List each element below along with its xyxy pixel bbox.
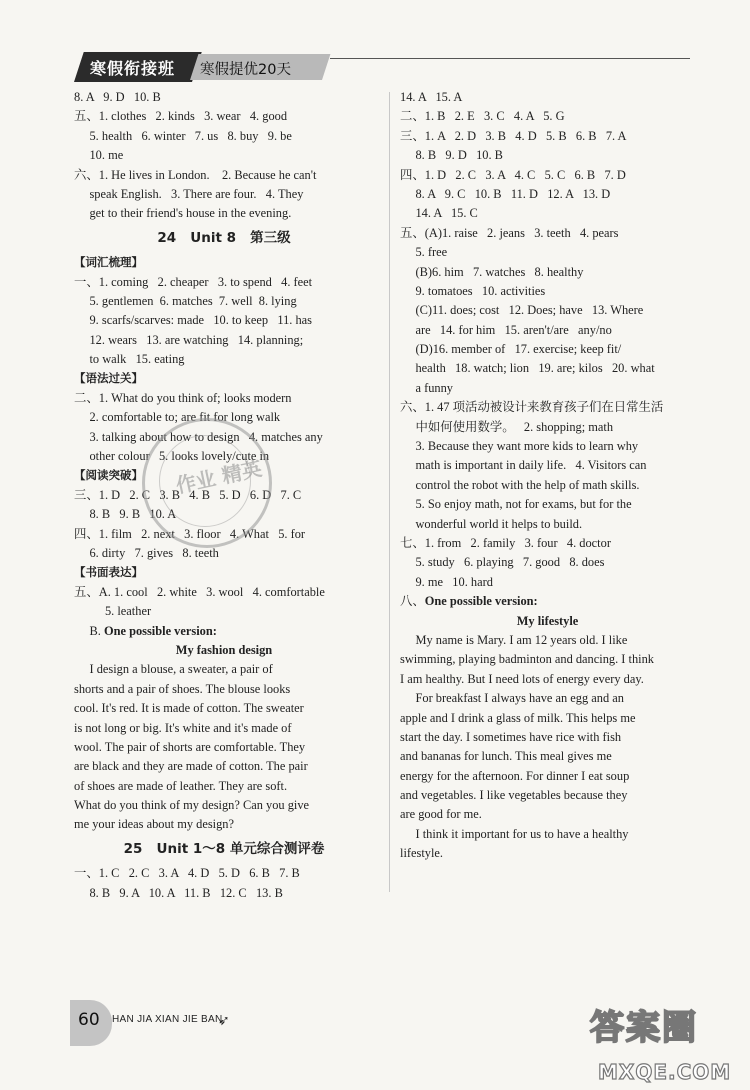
text-line: What do you think of my design? Can you give bbox=[74, 798, 310, 813]
stamp-text: 作业 精英 bbox=[173, 456, 264, 498]
text-line: is not long or big. It's white and it's made of bbox=[74, 720, 292, 735]
text-line: and vegetables. I like vegetables because they bbox=[400, 788, 628, 803]
text-line: I am healthy. But I need lots of energy every day. bbox=[400, 671, 644, 686]
unit25-heading: 25 Unit 1～8 单元综合测评卷 bbox=[123, 840, 325, 857]
essay-fashion bbox=[74, 660, 374, 835]
text-line: a funny bbox=[400, 380, 453, 395]
text-line: 五、(A)1. raise 2. jeans 3. teeth 4. pears bbox=[400, 225, 619, 240]
text-line: control the robot with the help of math skills. bbox=[400, 477, 640, 492]
unit24-heading: 24 Unit 8 第三级 bbox=[157, 229, 291, 246]
text-line: 8. B 9. B 10. A bbox=[74, 507, 177, 522]
text-line: energy for the afternoon. For dinner I eat soup bbox=[400, 768, 630, 783]
text-line: 2. comfortable to; are fit for long walk bbox=[74, 410, 281, 425]
section-writing: 【书面表达】 bbox=[74, 565, 143, 580]
header-rule bbox=[330, 58, 690, 59]
text-line: health 18. watch; lion 19. are; kilos 20. what bbox=[400, 361, 655, 376]
text-line: wool. The pair of shorts are comfortable. They bbox=[74, 739, 306, 754]
text-line: (D)16. member of 17. exercise; keep fit/ bbox=[400, 342, 622, 357]
text-line: 14. A 15. A bbox=[400, 90, 463, 104]
text-line: 三、1. A 2. D 3. B 4. D 5. B 6. B 7. A bbox=[400, 128, 627, 143]
text-line: 6. dirty 7. gives 8. teeth bbox=[74, 546, 219, 560]
text-line: 10. me bbox=[74, 148, 124, 163]
text-line: 二、1. B 2. E 3. C 4. A 5. G bbox=[400, 109, 565, 124]
text-line: 14. A 15. C bbox=[400, 206, 478, 221]
section-vocabulary: 【词汇梳理】 bbox=[74, 255, 143, 270]
text-line: speak English. 3. There are four. 4. They bbox=[74, 186, 304, 201]
text-line: 5. health 6. winter 7. us 8. buy 9. be bbox=[74, 128, 292, 143]
text-line: 5. gentlemen 6. matches 7. well 8. lying bbox=[74, 293, 297, 308]
text-line: 四、1. film 2. next 3. floor 4. What 5. for bbox=[74, 526, 306, 541]
text-line: are black and they are made of cotton. The pair bbox=[74, 759, 308, 774]
text-line: For breakfast I always have an egg and an bbox=[400, 691, 624, 706]
text-line: I design a blouse, a sweater, a pair of bbox=[74, 662, 273, 677]
text-line: 9. tomatoes 10. activities bbox=[400, 283, 546, 298]
essay-title-lifestyle: My lifestyle bbox=[516, 613, 579, 628]
answers-block-f bbox=[74, 864, 374, 903]
text-line: 二、1. What do you think of; looks modern bbox=[74, 390, 292, 405]
text-line: lifestyle. bbox=[400, 846, 444, 861]
text-line: swimming, playing badminton and dancing. I think bbox=[400, 652, 654, 667]
text-line: apple and I drink a glass of milk. This helps me bbox=[400, 710, 636, 725]
version-label-line bbox=[74, 622, 374, 641]
text-line: 5. study 6. playing 7. good 8. does bbox=[400, 555, 605, 570]
ba-version: One possible version: bbox=[424, 594, 538, 609]
text-line: start the day. I sometimes have rice with fish bbox=[400, 729, 622, 744]
answers-block-b bbox=[74, 273, 374, 370]
section-reading: 【阅读突破】 bbox=[74, 468, 143, 483]
text-line: 七、1. from 2. family 3. four 4. doctor bbox=[400, 535, 611, 550]
b-version: One possible version: bbox=[103, 623, 217, 638]
text-line: 9. me 10. hard bbox=[400, 574, 493, 589]
text-line: of shoes are made of leather. They are soft. bbox=[74, 778, 288, 793]
text-line: to walk 15. eating bbox=[74, 352, 185, 367]
text-line: are 14. for him 15. aren't/are any/no bbox=[400, 322, 612, 337]
text-line: 8. A 9. D 10. B bbox=[74, 90, 161, 104]
text-line: and bananas for lunch. This meal gives me bbox=[400, 749, 612, 764]
series-name: HAN JIA XIAN JIE BAN bbox=[112, 1014, 223, 1025]
text-line: 9. scarfs/scarves: made 10. to keep 11. has bbox=[74, 313, 312, 328]
text-line: (B)6. him 7. watches 8. healthy bbox=[400, 264, 584, 279]
text-line: math is important in daily life. 4. Visitors can bbox=[400, 458, 647, 473]
text-line: 四、1. D 2. C 3. A 4. C 5. C 6. B 7. D bbox=[400, 167, 626, 182]
text-line: 五、A. 1. cool 2. white 3. wool 4. comfortable bbox=[74, 584, 325, 599]
stamp-seal bbox=[142, 418, 272, 548]
essay-title-fashion: My fashion design bbox=[175, 642, 273, 657]
ba-label: 八、 bbox=[400, 594, 425, 609]
text-line: 5. So enjoy math, not for exams, but for the bbox=[400, 497, 632, 512]
text-line: 12. wears 13. are watching 14. planning; bbox=[74, 332, 304, 347]
feather-icon: ➶ bbox=[218, 1014, 230, 1029]
banner-subtitle: 寒假提优20天 bbox=[200, 62, 291, 78]
text-line: 六、1. 47 项活动被设计来教育孩子们在日常生活 bbox=[400, 400, 664, 415]
text-line: 3. talking about how to design 4. matches any bbox=[74, 429, 323, 444]
text-line: get to their friend's house in the evening. bbox=[74, 206, 292, 221]
text-line: are good for me. bbox=[400, 807, 482, 822]
text-line: 3. Because they want more kids to learn why bbox=[400, 439, 639, 454]
text-line: shorts and a pair of shoes. The blouse looks bbox=[74, 681, 291, 696]
text-line: other colour 5. looks lovely/cute in bbox=[74, 449, 270, 464]
answers-block-right bbox=[400, 88, 695, 592]
watermark bbox=[590, 1000, 740, 1086]
text-line: 中如何使用数学。 2. shopping; math bbox=[400, 419, 614, 434]
text-line: cool. It's red. It is made of cotton. The sweater bbox=[74, 701, 304, 716]
text-line: wonderful world it helps to build. bbox=[400, 516, 583, 531]
version-label-line-right bbox=[400, 592, 695, 611]
text-line: (C)11. does; cost 12. Does; have 13. Where bbox=[400, 303, 644, 318]
answers-block-e bbox=[74, 583, 374, 622]
right-column bbox=[400, 88, 695, 864]
text-line: 一、1. coming 2. cheaper 3. to spend 4. feet bbox=[74, 274, 313, 289]
text-line: 8. B 9. A 10. A 11. B 12. C 13. B bbox=[74, 885, 283, 900]
page-number: 60 bbox=[78, 1010, 100, 1030]
text-line: 三、1. D 2. C 3. B 4. B 5. D 6. D 7. C bbox=[74, 487, 302, 502]
watermark-url: MXQE.COM bbox=[598, 1060, 732, 1084]
text-line: I think it important for us to have a healthy bbox=[400, 826, 629, 841]
text-line: 六、1. He lives in London. 2. Because he can't bbox=[74, 167, 317, 182]
text-line: 一、1. C 2. C 3. A 4. D 5. D 6. B 7. B bbox=[74, 866, 300, 881]
text-line: My name is Mary. I am 12 years old. I like bbox=[400, 632, 628, 647]
text-line: 5. free bbox=[400, 245, 448, 260]
text-line: 8. A 9. C 10. B 11. D 12. A 13. D bbox=[400, 186, 611, 201]
essay-lifestyle bbox=[400, 631, 695, 864]
text-line: 五、1. clothes 2. kinds 3. wear 4. good bbox=[74, 109, 288, 124]
watermark-badge: 答案圈 bbox=[590, 1008, 698, 1048]
section-grammar: 【语法过关】 bbox=[74, 371, 143, 386]
text-line: 8. B 9. D 10. B bbox=[400, 148, 503, 163]
text-line: me your ideas about my design? bbox=[74, 817, 235, 832]
banner-title: 寒假衔接班 bbox=[90, 59, 176, 78]
answers-block-a bbox=[74, 88, 374, 224]
b-label: B. bbox=[74, 623, 104, 638]
text-line: 5. leather bbox=[74, 604, 152, 619]
header-banner bbox=[74, 52, 332, 84]
column-divider bbox=[389, 92, 390, 892]
